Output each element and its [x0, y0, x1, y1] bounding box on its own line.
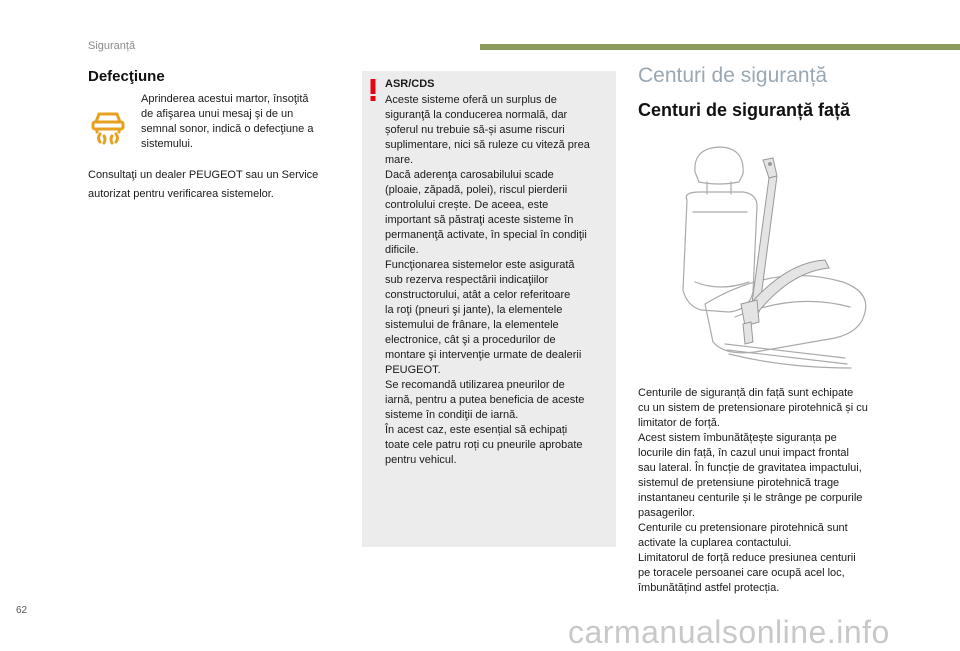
note-line: la roţi (pneuri şi jante), la elementele	[385, 304, 563, 316]
text-line: sau lateral. În funcție de gravitatea impactului,	[638, 462, 862, 474]
text-line: îmbunătățind astfel protecția.	[638, 582, 780, 594]
note-line: dificile.	[385, 244, 419, 256]
text-line: Centurile de siguranță din față sunt echipate	[638, 387, 854, 399]
text-line: semnal sonor, indică o defecţiune a	[141, 123, 314, 135]
note-line: Aceste sisteme oferă un surplus de	[385, 94, 557, 106]
page-number: 62	[16, 605, 28, 616]
note-line: permanenţă activate, în special în condiţii	[385, 229, 587, 241]
note-line: PEUGEOT.	[385, 364, 441, 376]
text-line: Acest sistem îmbunătățește siguranța pe	[638, 432, 837, 444]
note-line: sistemului de frânare, la elementele	[385, 319, 559, 331]
text-line: activate la cuplarea contactului.	[638, 537, 792, 549]
text-line: cu un sistem de pretensionare pirotehnică și cu	[638, 402, 868, 414]
text-line: locurile din față, în cazul unui impact frontal	[638, 447, 849, 459]
note-line: sub rezerva respectării indicaţiilor	[385, 274, 549, 286]
text-line: sistemul de pretensiune pirotehnică trage	[638, 477, 840, 489]
traction-control-warning-icon	[88, 108, 128, 148]
text-line: pasagerilor.	[638, 507, 695, 519]
text-line: autorizat pentru verificarea sistemelor.	[88, 187, 274, 200]
text-line: Limitatorul de forță reduce presiunea centurii	[638, 552, 856, 564]
note-line: mare.	[385, 154, 414, 166]
note-line: controlului crește. De aceea, este	[385, 199, 549, 211]
text-line: de afişarea unui mesaj şi de un	[141, 108, 294, 120]
note-line: pentru vehicul.	[385, 454, 457, 466]
note-body	[385, 93, 610, 468]
note-title: ASR/CDS	[385, 78, 435, 90]
text-line: Aprinderea acestui martor, însoţită	[141, 93, 309, 105]
header-bar	[480, 44, 960, 50]
note-line: important să păstraţi aceste sisteme în	[385, 214, 574, 226]
note-line: șoferul nu trebuie să-și asume riscuri	[385, 124, 565, 136]
text-line: pe toracele persoanei care ocupă acel loc,	[638, 567, 845, 579]
defect-description	[141, 92, 341, 152]
text-line: limitator de forță.	[638, 417, 720, 429]
note-line: montare şi intervenţie urmate de dealerii	[385, 349, 582, 361]
note-line: Se recomandă utilizarea pneurilor de	[385, 379, 565, 391]
section-title: Centuri de siguranță	[638, 64, 828, 87]
note-line: În acest caz, este esențial să echipați	[385, 424, 568, 436]
text-line: Consultaţi un dealer PEUGEOT sau un Service	[88, 169, 319, 181]
note-line: toate cele patru roți cu pneurile aprobate	[385, 439, 583, 451]
consult-dealer-text	[88, 166, 350, 203]
text-line: Centurile cu pretensionare pirotehnică sunt	[638, 522, 848, 534]
note-line: Dacă aderenţa carosabilului scade	[385, 169, 554, 181]
text-line: sistemului.	[141, 138, 193, 150]
subsection-title: Centuri de siguranță față	[638, 100, 851, 120]
note-line: (ploaie, zăpadă, polei), riscul pierderii	[385, 184, 568, 196]
watermark: carmanualsonline.info	[568, 614, 890, 650]
section-header-label: Siguranță	[88, 40, 136, 52]
exclamation-icon	[369, 79, 377, 101]
note-line: electronice, cât şi a procedurilor de	[385, 334, 556, 346]
front-seat-belt-illustration	[665, 142, 895, 372]
text-line: instantaneu centurile și le strânge pe corpurile	[638, 492, 863, 504]
note-line: constructorului, atât a celor referitoare	[385, 289, 571, 301]
note-line: iarnă, pentru a putea beneficia de aceste	[385, 394, 585, 406]
seat-belt-description	[638, 386, 908, 596]
note-line: Funcţionarea sistemelor este asigurată	[385, 259, 575, 271]
note-line: siguranţă la conducerea normală, dar	[385, 109, 568, 121]
defect-heading: Defecţiune	[88, 68, 165, 85]
note-line: sisteme în condiţii de iarnă.	[385, 409, 519, 421]
note-line: suplimentare, nici să ruleze cu viteză prea	[385, 139, 590, 151]
